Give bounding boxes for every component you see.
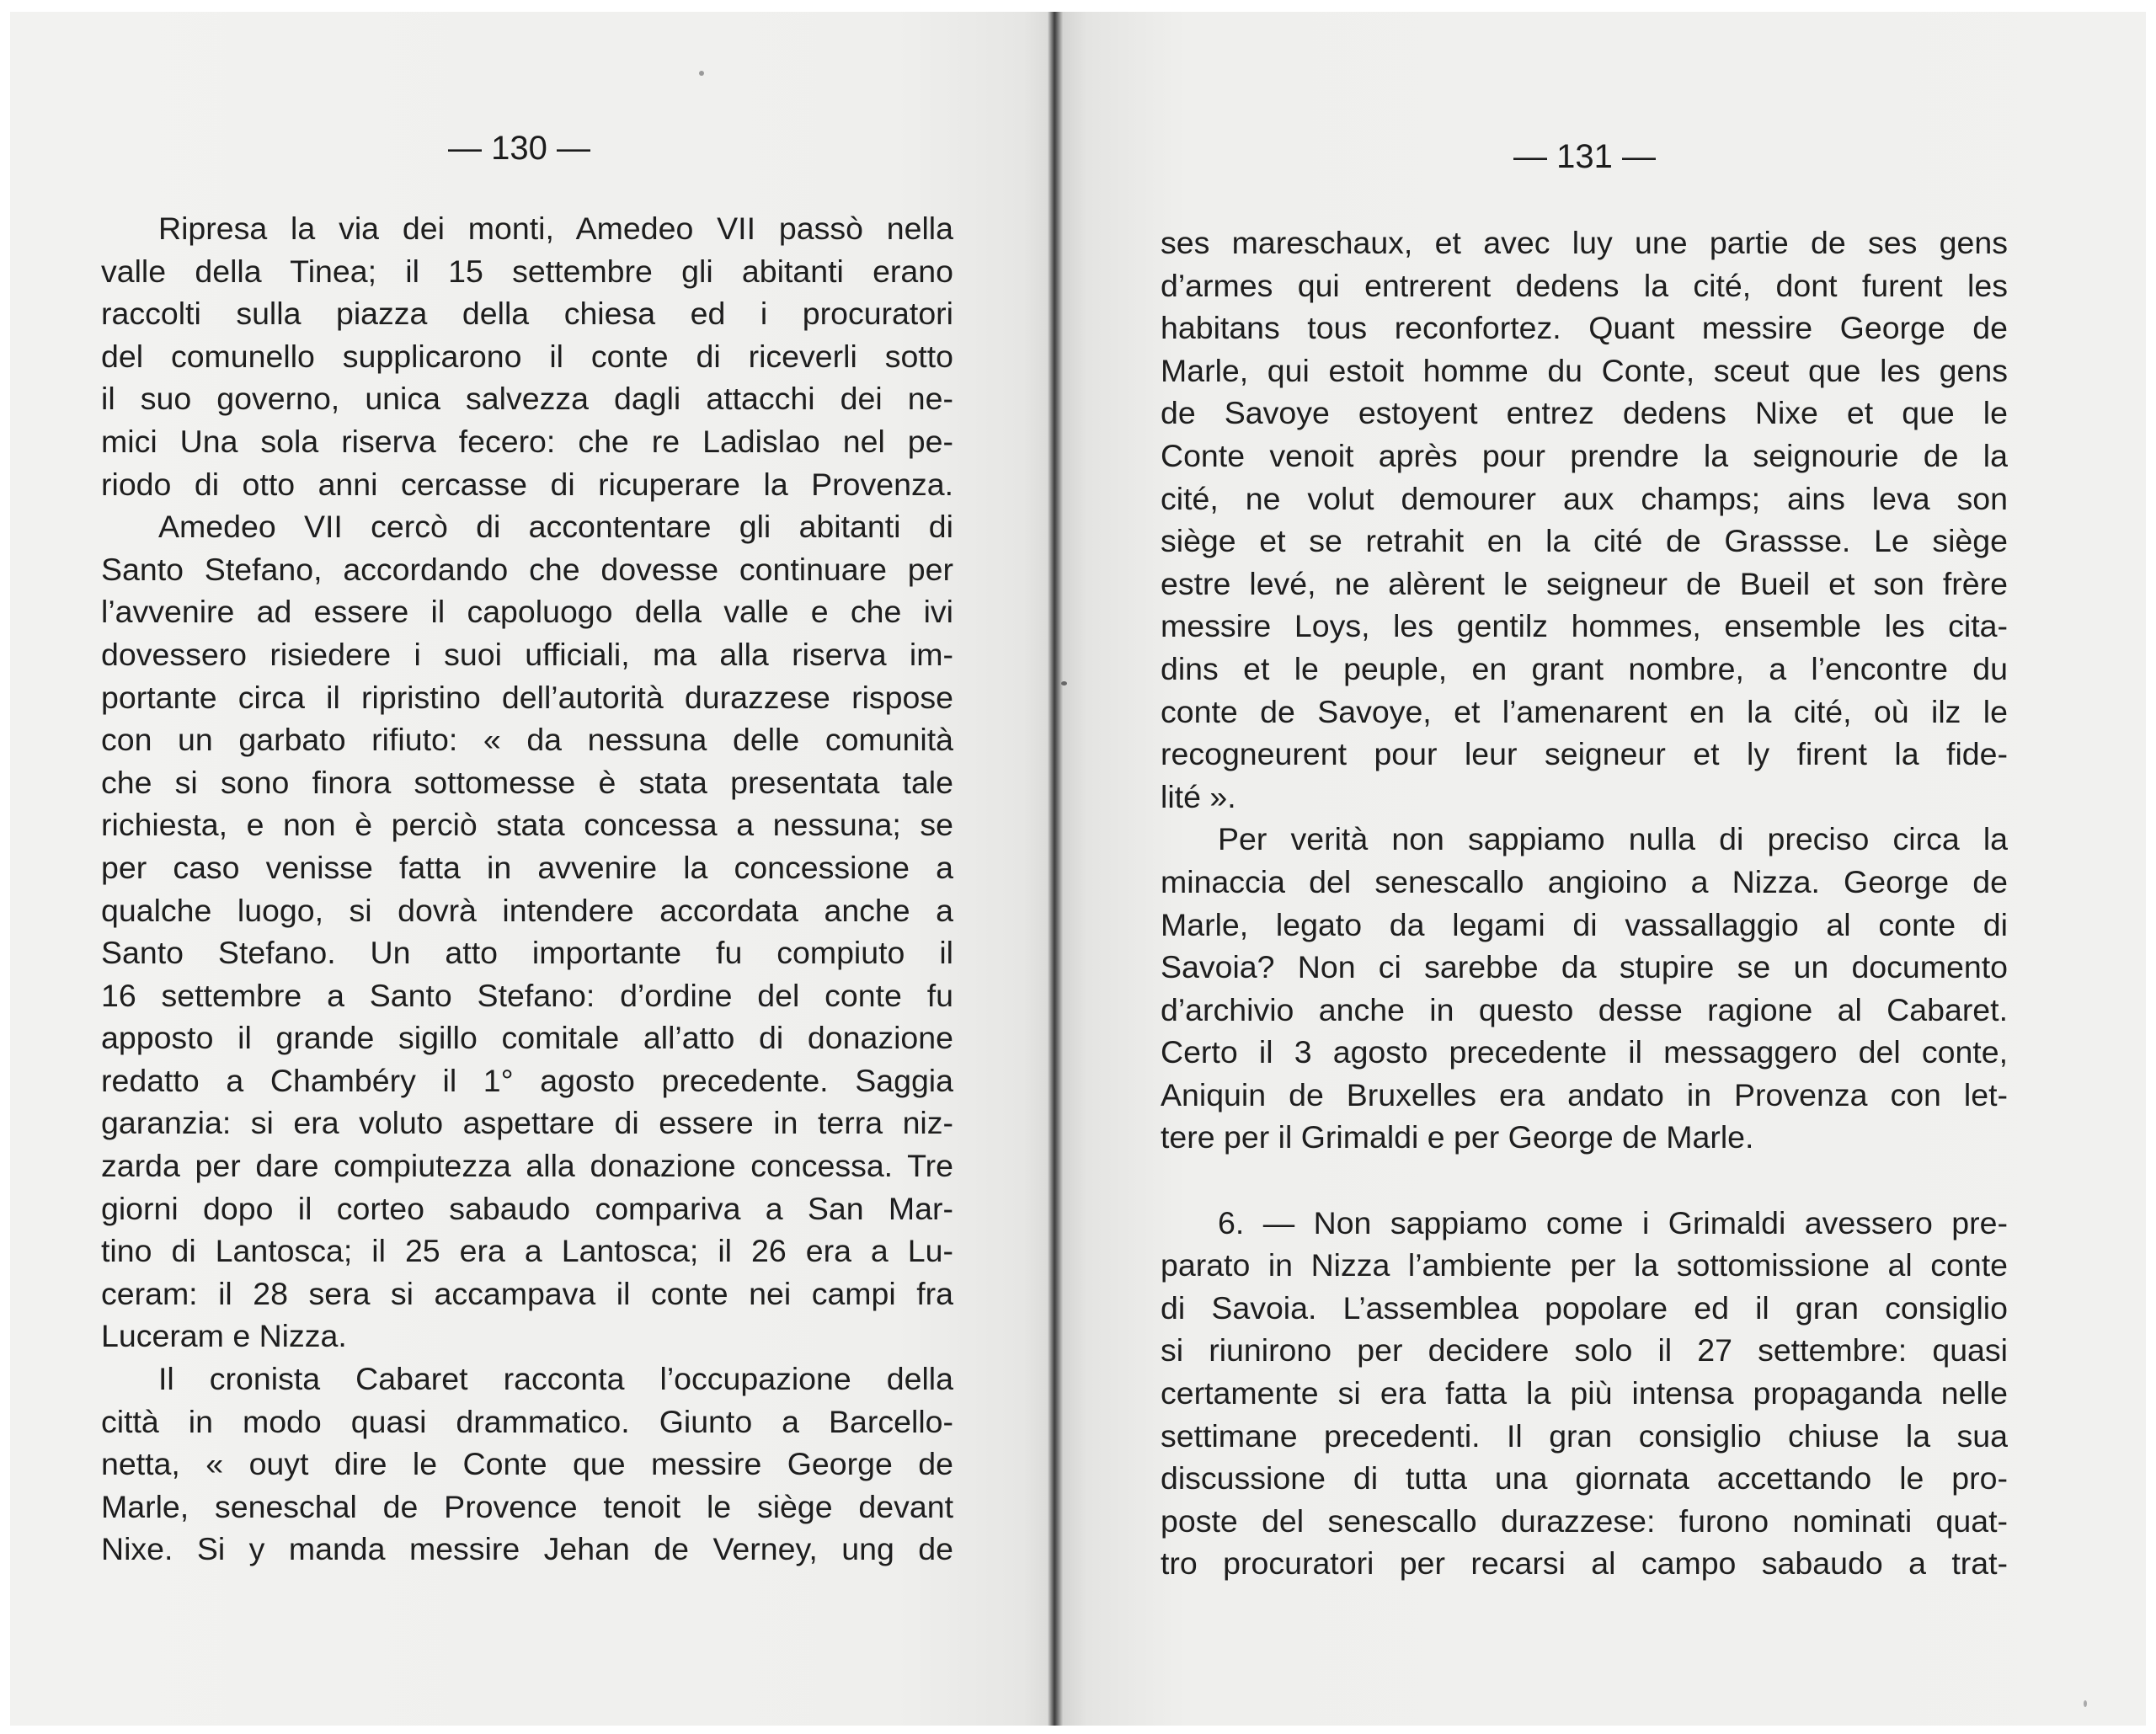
text-line: con un garbato rifiuto: « da nessuna delle comunità bbox=[101, 722, 953, 758]
section-spacer bbox=[1161, 1159, 2008, 1202]
book-spread bbox=[10, 12, 2146, 1726]
text-line: per caso venisse fatta in avvenire la concessione a bbox=[101, 849, 953, 885]
text-line: dins et le peuple, en grant nombre, a l’encontre du bbox=[1161, 650, 2008, 686]
text-line: d’armes qui entrerent dedens la cité, dont furent les bbox=[1161, 267, 2008, 303]
text-line: zarda per dare compiutezza alla donazione concessa. Tre bbox=[101, 1148, 953, 1184]
text-line: Marle, seneschal de Provence tenoit le siège devant bbox=[101, 1488, 953, 1524]
text-line: 16 settembre a Santo Stefano: d’ordine del conte fu bbox=[101, 977, 953, 1013]
text-line: Marle, legato da legami di vassallaggio al conte di bbox=[1161, 906, 2008, 942]
text-line: Certo il 3 agosto precedente il messaggero del conte, bbox=[1161, 1034, 2008, 1070]
text-line: del comunello supplicarono il conte di riceverli sotto bbox=[101, 338, 953, 374]
book-gutter bbox=[1048, 12, 1063, 1726]
text-line: cité, ne volut demourer aux champs; ains leva son bbox=[1161, 480, 2008, 516]
text-line: garanzia: si era voluto aspettare di essere in terra niz- bbox=[101, 1105, 953, 1141]
text-line: Savoia? Non ci sarebbe da stupire se un documento bbox=[1161, 949, 2008, 985]
text-line: settimane precedenti. Il gran consiglio chiuse la sua bbox=[1161, 1417, 2008, 1454]
text-line: ses mareschaux, et avec luy une partie de ses gens bbox=[1161, 225, 2008, 260]
text-line: recogneurent pour leur seigneur et ly firent la fide- bbox=[1161, 736, 2008, 772]
text-line: d’archivio anche in questo desse ragione al Cabaret. bbox=[1161, 991, 2008, 1027]
text-line: estre levé, ne alèrent le seigneur de Bueil et son frère bbox=[1161, 565, 2008, 601]
text-line: Marle, qui estoit homme du Conte, sceut que les gens bbox=[1161, 352, 2008, 388]
text-line: richiesta, e non è perciò stata concessa a nessuna; se bbox=[101, 807, 953, 843]
text-line: Nixe. Si y manda messire Jehan de Verney, ung de bbox=[101, 1531, 953, 1567]
text-line: 6. — Non sappiamo come i Grimaldi avessero pre- bbox=[1218, 1204, 2008, 1240]
text-line: di Savoia. L’assemblea popolare ed il gran consiglio bbox=[1161, 1289, 2008, 1326]
text-line: lité ». bbox=[1161, 778, 1236, 814]
text-line: portante circa il ripristino dell’autorità durazzese rispose bbox=[101, 679, 953, 715]
text-line: messire Loys, les gentilz hommes, ensemble les cita- bbox=[1161, 608, 2008, 644]
text-line: redatto a Chambéry il 1° agosto precedente. Saggia bbox=[101, 1062, 953, 1098]
text-line: Per verità non sappiamo nulla di preciso circa la bbox=[1218, 821, 2008, 857]
text-line: ceram: il 28 sera si accampava il conte nei campi fra bbox=[101, 1275, 953, 1311]
text-line: poste del senescallo durazzese: furono nominati quat- bbox=[1161, 1502, 2008, 1539]
right-page-body bbox=[1161, 221, 2008, 1585]
text-line: si riunirono per decidere solo il 27 settembre: quasi bbox=[1161, 1332, 2008, 1369]
text-line: tere per il Grimaldi e per George de Marle. bbox=[1161, 1119, 1754, 1155]
text-line: conte de Savoye, et l’amenarent en la cité, où ilz le bbox=[1161, 693, 2008, 729]
text-line: il suo governo, unica salvezza dagli attacchi dei ne- bbox=[101, 381, 953, 417]
paper-speck bbox=[2084, 1700, 2087, 1707]
text-line: apposto il grande sigillo comitale all’atto di donazione bbox=[101, 1020, 953, 1056]
text-line: de Savoye estoyent entrez dedens Nixe et que le bbox=[1161, 395, 2008, 431]
left-page-body bbox=[101, 207, 953, 1571]
text-line: dovessero risiedere i suoi ufficiali, ma alla riserva im- bbox=[101, 636, 953, 672]
text-line: riodo di otto anni cercasse di ricuperare la Provenza. bbox=[101, 466, 953, 502]
text-line: Santo Stefano. Un atto importante fu compiuto il bbox=[101, 935, 953, 971]
text-line: valle della Tinea; il 15 settembre gli abitanti erano bbox=[101, 253, 953, 289]
text-line: raccolti sulla piazza della chiesa ed i procuratori bbox=[101, 296, 953, 332]
text-line: qualche luogo, si dovrà intendere accordata anche a bbox=[101, 892, 953, 928]
text-line: netta, « ouyt dire le Conte que messire George de bbox=[101, 1446, 953, 1482]
text-line: tro procuratori per recarsi al campo sabaudo a trat- bbox=[1161, 1545, 2008, 1582]
text-line: che si sono finora sottomesse è stata presentata tale bbox=[101, 764, 953, 800]
text-line: discussione di tutta una giornata accettando le pro- bbox=[1161, 1460, 2008, 1497]
text-line: tino di Lantosca; il 25 era a Lantosca; il 26 era a Lu- bbox=[101, 1233, 953, 1269]
text-line: parato in Nizza l’ambiente per la sottomissione al conte bbox=[1161, 1247, 2008, 1283]
text-line: habitans tous reconfortez. Quant messire George de bbox=[1161, 310, 2008, 346]
paper-speck bbox=[1061, 681, 1067, 686]
text-line: Amedeo VII cercò di accontentare gli abitanti di bbox=[158, 509, 953, 545]
text-line: Conte venoit après pour prendre la seignourie de la bbox=[1161, 437, 2008, 473]
text-line: Santo Stefano, accordando che dovesse continuare per bbox=[101, 551, 953, 587]
text-line: mici Una sola riserva fecero: che re Ladislao nel pe- bbox=[101, 423, 953, 459]
text-line: minaccia del senescallo angioino a Nizza. George de bbox=[1161, 863, 2008, 899]
text-line: città in modo quasi drammatico. Giunto a Barcello- bbox=[101, 1403, 953, 1439]
paper-speck bbox=[699, 71, 704, 76]
text-line: Ripresa la via dei monti, Amedeo VII passò nella bbox=[158, 211, 953, 246]
text-line: certamente si era fatta la più intensa propaganda nelle bbox=[1161, 1375, 2008, 1411]
text-line: Aniquin de Bruxelles era andato in Provenza con let- bbox=[1161, 1076, 2008, 1112]
text-line: l’avvenire ad essere il capoluogo della valle e che ivi bbox=[101, 594, 953, 630]
page-number-right: — 131 — bbox=[1513, 138, 1656, 175]
text-line: giorni dopo il corteo sabaudo compariva a San Mar- bbox=[101, 1190, 953, 1226]
text-line: Il cronista Cabaret racconta l’occupazione della bbox=[158, 1361, 953, 1397]
page-number-left: — 130 — bbox=[448, 130, 590, 167]
text-line: siège et se retrahit en la cité de Grassse. Le siège bbox=[1161, 523, 2008, 559]
text-line: Luceram e Nizza. bbox=[101, 1318, 347, 1354]
